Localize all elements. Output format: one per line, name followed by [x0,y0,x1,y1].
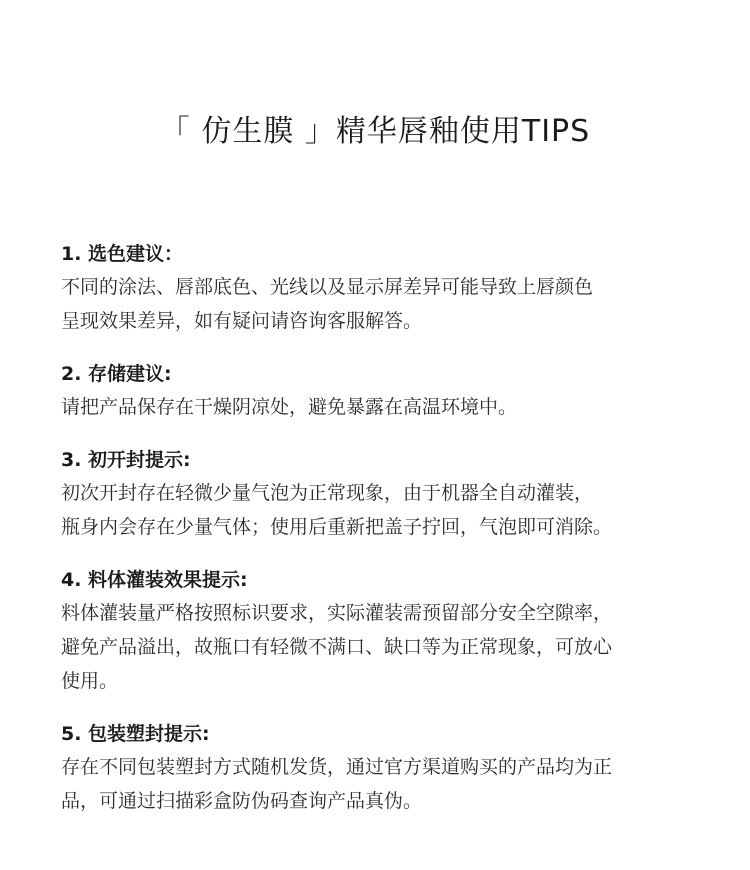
page-title: 「 仿生膜 」精华唇釉使用TIPS [159,114,591,150]
section-body [61,476,701,544]
section-heading: 5. 包装塑封提示: [61,723,210,745]
body-line: 料体灌装量严格按照标识要求，实际灌装需预留部分安全空隙率， [61,602,613,624]
section-body [61,750,701,818]
tip-section-color [61,238,701,338]
tip-section-first-open [61,444,701,544]
section-body [61,390,701,424]
tip-section-storage [61,358,701,424]
section-body [61,270,701,338]
body-line: 初次开封存在轻微少量气泡为正常现象，由于机器全自动灌装， [61,482,594,504]
body-line: 存在不同包装塑封方式随机发货，通过官方渠道购买的产品均为正 [61,756,613,778]
body-line: 请把产品保存在干燥阴凉处，避免暴露在高温环境中。 [61,396,518,418]
tips-list [61,238,701,838]
section-heading: 1. 选色建议： [61,243,184,265]
section-body [61,596,701,698]
tip-section-packaging [61,718,701,818]
body-line: 品，可通过扫描彩盒防伪码查询产品真伪。 [61,790,423,812]
section-heading: 2. 存储建议: [61,363,172,385]
body-line: 不同的涂法、唇部底色、光线以及显示屏差异可能导致上唇颜色 [61,276,594,298]
body-line: 避免产品溢出，故瓶口有轻微不满口、缺口等为正常现象，可放心 [61,636,613,658]
section-heading: 3. 初开封提示: [61,449,191,471]
body-line: 使用。 [61,670,119,692]
tip-section-filling [61,564,701,698]
body-line: 呈现效果差异，如有疑问请咨询客服解答。 [61,310,423,332]
body-line: 瓶身内会存在少量气体；使用后重新把盖子拧回，气泡即可消除。 [61,516,613,538]
section-heading: 4. 料体灌装效果提示: [61,569,248,591]
